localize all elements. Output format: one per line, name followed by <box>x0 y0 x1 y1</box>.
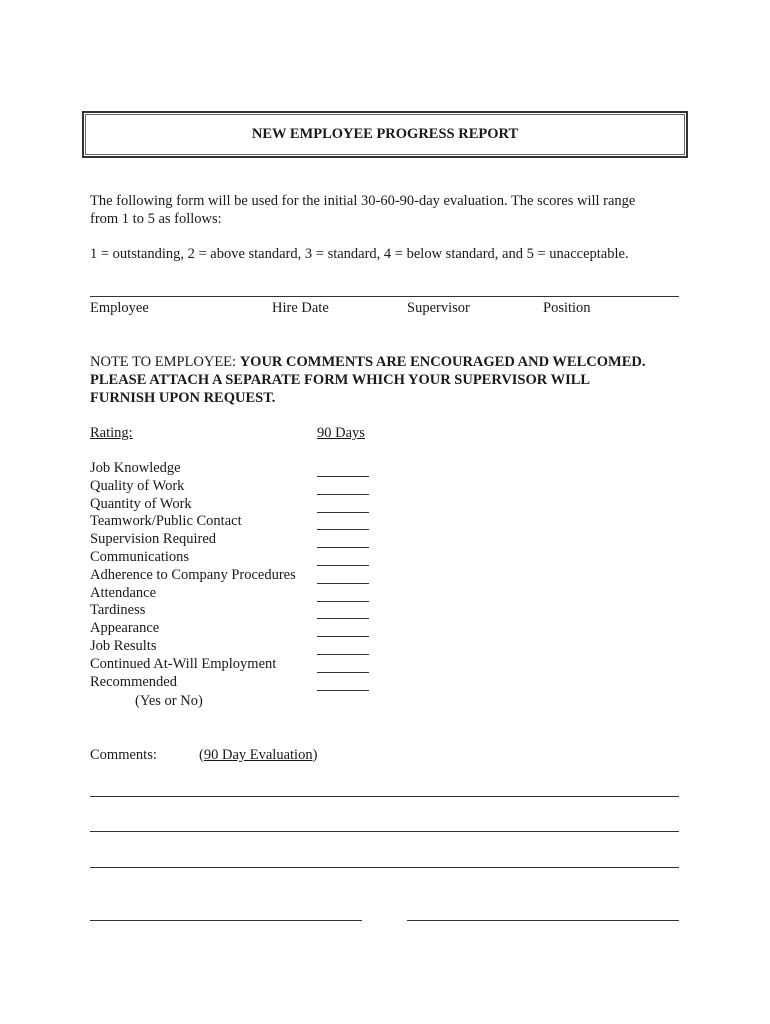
rating-score-blank[interactable] <box>317 494 369 495</box>
rating-score-blank[interactable] <box>317 654 369 655</box>
page-title: NEW EMPLOYEE PROGRESS REPORT <box>251 126 519 142</box>
rating-item-label: Continued At-Will Employment <box>90 655 277 672</box>
supervisor-label: Supervisor <box>407 300 470 316</box>
rating-item-label: Communications <box>90 549 190 565</box>
ninety-days-column-label: 90 Days <box>317 425 365 441</box>
employee-label: Employee <box>90 300 149 316</box>
rating-item-label: Recommended <box>90 673 177 690</box>
comment-line-3[interactable] <box>90 867 679 868</box>
comments-evaluation <box>199 747 317 764</box>
rating-item-label: Job Knowledge <box>90 460 181 476</box>
comments-label: Comments: <box>90 747 157 763</box>
signature-line-left[interactable] <box>90 920 362 921</box>
rating-label: Rating: <box>90 425 133 441</box>
rating-item-label: Adherence to Company Procedures <box>90 566 296 583</box>
score-scale: 1 = outstanding, 2 = above standard, 3 = standard, 4 = below standard, and 5 = unacceptable. <box>90 246 629 262</box>
yes-no-hint: (Yes or No) <box>135 693 203 709</box>
rating-item-label: Attendance <box>90 584 157 601</box>
rating-score-blank[interactable] <box>317 601 369 602</box>
rating-score-blank[interactable] <box>317 583 369 584</box>
note-line-3: FURNISH UPON REQUEST. <box>90 390 276 406</box>
note-bold-text: YOUR COMMENTS ARE ENCOURAGED AND WELCOMED. <box>239 354 646 370</box>
paren-open: ( <box>199 747 204 763</box>
rating-score-blank[interactable] <box>317 672 369 673</box>
position-label: Position <box>543 300 591 316</box>
intro-line-1: The following form will be used for the initial 30-60-90-day evaluation. The scores will range <box>90 193 636 209</box>
intro-line-2: from 1 to 5 as follows: <box>90 211 222 227</box>
comment-line-2[interactable] <box>90 831 679 832</box>
note-line-2: PLEASE ATTACH A SEPARATE FORM WHICH YOUR SUPERVISOR WILL <box>90 372 591 388</box>
rating-score-blank[interactable] <box>317 690 369 691</box>
rating-item-label: Quantity of Work <box>90 495 192 512</box>
paren-close: ) <box>312 747 318 763</box>
signature-line-right[interactable] <box>407 920 679 921</box>
title-box <box>82 111 688 158</box>
employee-info-line[interactable] <box>90 296 679 297</box>
ninety-day-evaluation-label: 90 Day Evaluation <box>203 747 313 763</box>
comment-line-1[interactable] <box>90 796 679 797</box>
rating-score-blank[interactable] <box>317 529 369 530</box>
rating-item-label: Quality of Work <box>90 477 185 494</box>
note-prefix: NOTE TO EMPLOYEE: <box>90 354 240 370</box>
rating-score-blank[interactable] <box>317 618 369 619</box>
rating-score-blank[interactable] <box>317 476 369 477</box>
rating-score-blank[interactable] <box>317 547 369 548</box>
rating-item-label: Appearance <box>90 620 160 637</box>
rating-item-label: Job Results <box>90 638 157 654</box>
rating-item-label: Teamwork/Public Contact <box>90 513 242 530</box>
rating-score-blank[interactable] <box>317 636 369 637</box>
rating-score-blank[interactable] <box>317 565 369 566</box>
rating-item-label: Tardiness <box>90 602 146 619</box>
note-line-1 <box>90 354 645 371</box>
rating-item-label: Supervision Required <box>90 531 217 548</box>
rating-score-blank[interactable] <box>317 512 369 513</box>
hire-date-label: Hire Date <box>272 300 329 316</box>
